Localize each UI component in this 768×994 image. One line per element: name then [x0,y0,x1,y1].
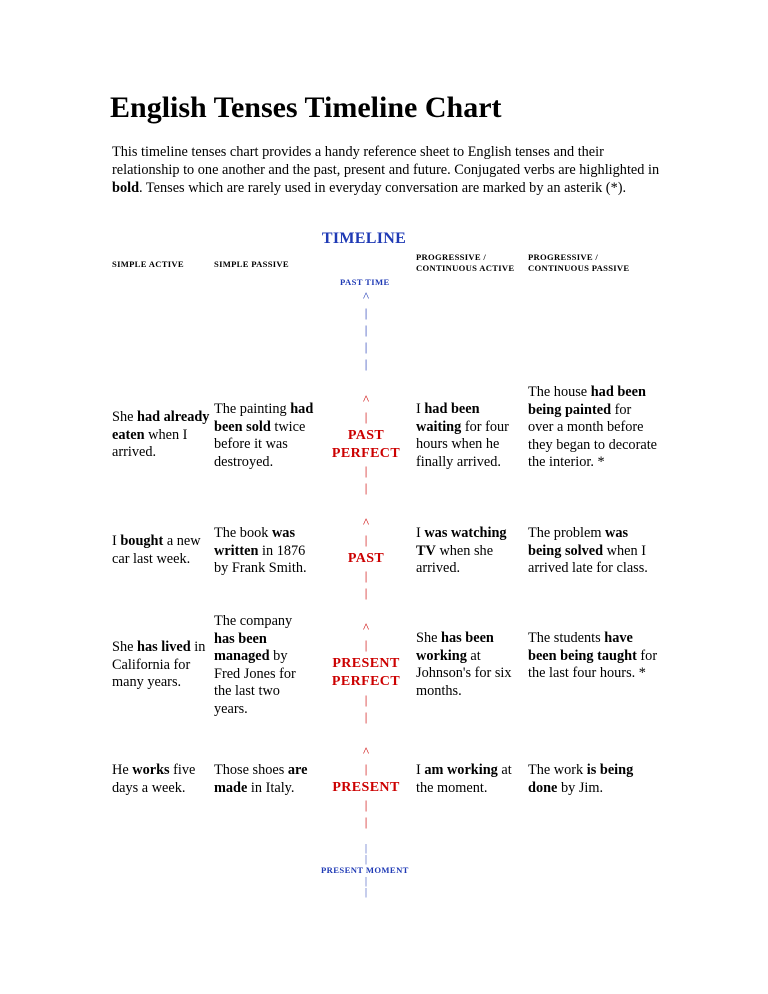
intro-paragraph [112,143,672,197]
header-progressive-active [416,252,514,274]
header-progressive-passive-line2: CONTINUOUS PASSIVE [528,263,630,273]
timeline-bar: | [364,409,368,424]
tense-label-line1: PAST [347,428,385,443]
timeline-bar: | [364,797,368,812]
timeline-bar: | [364,843,367,854]
past-progressive-active: I was watching TV when she arrived. [416,525,507,576]
timeline-bar: | [364,854,367,865]
present-perfect-simple-active: She has lived in California for many years. [112,639,206,690]
header-progressive-active-line2: CONTINUOUS ACTIVE [416,263,515,273]
caret-present-perfect: ^ [362,620,370,635]
header-progressive-active-line1: PROGRESSIVE / [416,252,487,262]
present-perfect-progressive-passive: The students have been being taught for the last four hours. * [528,630,658,681]
tense-label-line2: PERFECT [331,446,401,461]
header-progressive-passive-line1: PROGRESSIVE / [528,252,599,262]
timeline-bar: | [364,814,368,829]
past-perfect-progressive-passive: The house had been being painted for over a month before they began to decorate the interior. * [528,384,658,470]
intro-bold-word: bold [112,180,140,196]
intro-text-2: . Tenses which are rarely used in everyday conversation are marked by an asterik (*). [139,180,627,196]
present-perfect-simple-passive: The company has been managed by Fred Jones for the last two years. [214,613,296,717]
present-simple-active: He works five days a week. [112,762,196,796]
timeline-bar: | [364,568,368,583]
tense-label-line2: PERFECT [331,674,401,689]
past-simple-passive: The book was written in 1876 by Frank Smith. [214,525,307,576]
tense-label-past-perfect [322,427,410,463]
timeline-bar: | [364,585,368,600]
page-title: English Tenses Timeline Chart [110,91,502,124]
caret-past-perfect: ^ [362,392,370,407]
past-simple-active: I bought a new car last week. [112,533,201,567]
header-progressive-passive [528,252,629,274]
present-moment-label: PRESENT MOMENT [321,865,409,875]
timeline-bar: | [364,887,367,898]
timeline-title: TIMELINE [321,230,407,247]
past-progressive-passive: The problem was being solved when I arrived late for class. [528,525,648,576]
present-progressive-active: I am working at the moment. [416,762,512,796]
header-simple-active: SIMPLE ACTIVE [112,259,184,269]
timeline-bar: | [364,709,368,724]
timeline-bar: | [364,692,368,707]
caret-past: ^ [362,515,370,530]
tense-label-present [322,779,410,797]
caret-past-time: ^ [362,289,370,304]
present-perfect-progressive-active: She has been working at Johnson's for six months. [416,630,512,699]
timeline-bar: | [364,637,368,652]
timeline-bar: | [364,322,368,337]
header-simple-passive: SIMPLE PASSIVE [214,259,289,269]
present-progressive-passive: The work is being done by Jim. [528,762,634,796]
timeline-bar: | [364,532,368,547]
tense-label-present-perfect [322,655,410,691]
tense-label-line1: PAST [347,551,385,566]
timeline-bar: | [364,463,368,478]
tense-label-past [322,550,410,568]
timeline-bar: | [364,761,368,776]
timeline-bar: | [364,305,368,320]
caret-present: ^ [362,744,370,759]
timeline-bar: | [364,339,368,354]
tense-label-line1: PRESENT [332,656,400,671]
past-perfect-simple-active: She had already eaten when I arrived. [112,409,210,460]
timeline-bar: | [364,356,368,371]
timeline-bar: | [364,876,367,887]
past-perfect-progressive-active: I had been waiting for four hours when he finally arrived. [416,401,509,470]
past-time-label: PAST TIME [340,277,390,287]
intro-text-1: This timeline tenses chart provides a handy reference sheet to English tenses and their relationship to one another and the past, present and future. Conjugated verbs are highlighted in [112,144,660,178]
present-simple-passive: Those shoes are made in Italy. [214,762,308,796]
timeline-bar: | [364,480,368,495]
tense-label-line1: PRESENT [332,780,400,795]
past-perfect-simple-passive: The painting had been sold twice before it was destroyed. [214,401,314,470]
